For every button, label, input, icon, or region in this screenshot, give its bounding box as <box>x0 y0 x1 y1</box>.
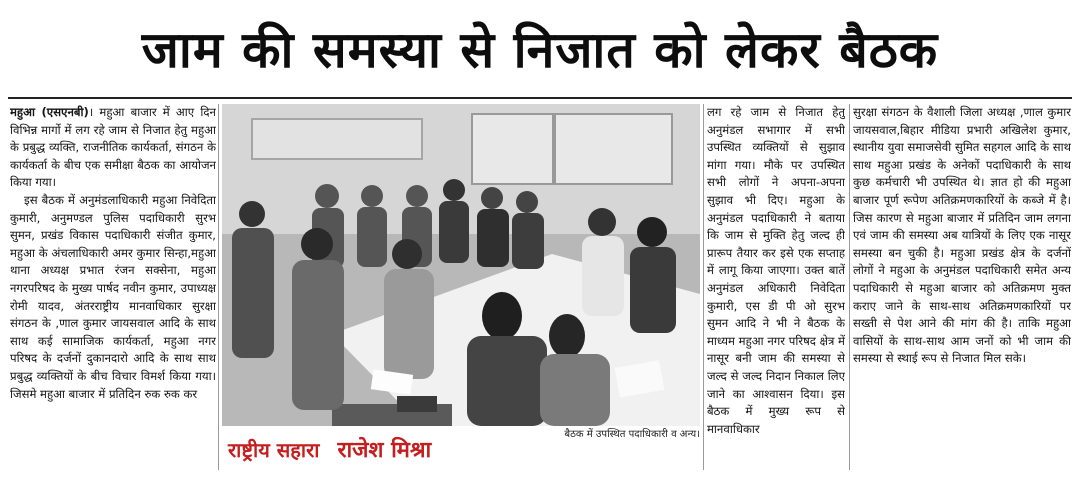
headline-rule <box>8 97 1072 99</box>
column-divider <box>218 104 219 470</box>
meeting-photo <box>222 104 700 426</box>
photo-caption: बैठक में उपस्थित पदाधिकारी व अन्य। <box>564 429 700 440</box>
article-column-3 <box>853 104 1071 470</box>
newspaper-brand: राष्ट्रीय सहारा <box>228 437 320 462</box>
article-text: । महुआ बाजार में आए दिन विभिन्न मार्गो में लग रहे जाम से निजात हेतु महुआ के प्रबुद्ध व्यक्ति, राजनीतिक कार्यकर्ता, संगठन के कार्यकर्ता के बीच एक समीक्षा बैठक का आयोजन किया गया। <box>10 105 216 190</box>
article-paragraph-2: इस बैठक में अनुमंडलाधिकारी महुआ निवेदिता कुमारी, अनुमण्डल पुलिस पदाधिकारी सुरभ सुमन, प्रखंड विकास पदाधिकारी संजीत कुमार, महुआ के अंचलाधिकारी अमर कुमार सिन्हा,महुआ थाना अध्यक्ष प्रभात रंजन सक्सेना, महुआ नगरपरिषद के मुख्य पार्षद नवीन कुमार, उपाध्यक्ष रोमी यादव, अंतरराष्ट्रीय मानवाधिकार सुरक्षा संगठन के ,णाल कुमार जायसवाल आदि के साथ साथ कई सामाजिक कार्यकर्ता, महुआ नगर परिषद के दर्जनों दुकानदारो आदि के साथ साथ प्रबुद्ध व्यक्तियों के बीच विचार विमर्श किया गया। जिसमे महुआ बाजार में प्रतिदिन रुक रुक कर <box>10 192 216 401</box>
reporter-name: राजेश मिश्रा <box>337 438 432 463</box>
article-paragraph-4: सुरक्षा संगठन के वैशाली जिला अध्यक्ष ,णाल कुमार जायसवाल,बिहार मीडिया प्रभारी अखिलेश कुमार, स्थानीय युवा समाजसेवी सुमित सहगल आदि के साथ साथ महुआ प्रखंड के अनेकों पदाधिकारी के साथ कुछ कर्मचारी भी उपस्थित थे। ज्ञात हो की महुआ बाजार पूर्ण रूपेण अतिक्रमणकारियों के कब्जे में है। जिस कारण से महुआ बाजार में प्रतिदिन जाम लगना एवं जाम की समस्या अब यात्रियों के लिए एक नासूर समस्या बन चुकी है। महुआ प्रखंड क्षेत्र के दर्जनों लोगों ने महुआ के अनुमंडल पदाधिकारी समेत अन्य पदाधिकारी से महुआ बाजार को अतिक्रमण मुक्त कराए जाने के साथ-साथ अतिक्रमणकारियों पर सख्ती से पेश आने की मांग की है। ताकि महुआ वासियों के साथ-साथ आम जनों को भी जाम की समस्या से स्थाई रूप से निजात मिल सके। <box>853 105 1071 366</box>
dateline: महुआ (एसएनबी) <box>10 105 89 119</box>
article-paragraph-1 <box>10 104 216 192</box>
article-paragraph-3: लग रहे जाम से निजात हेतु अनुमंडल सभागार में सभी उपस्थित व्यक्तियों से सुझाव मांगा गया। मौके पर उपस्थित सभी लोगों ने अपना-अपना सुझाव भी दिए। महुआ के अनुमंडल पदाधिकारी ने बताया कि जाम से मुक्ति हेतु जल्द ही प्रारूप तैयार कर इसे एक सप्ताह में लागू किया जाएगा। उक्त बातें अनुमंडल अधिकारी निवेदिता कुमारी, एस डी पी ओ सुरभ सुमन आदि ने भी ने बैठक के माध्यम महुआ नगर परिषद क्षेत्र में नासूर बनी जाम की समस्या से जल्द से जल्द निदान निकाल लिए जाने का आश्वासन दिया। इस बैठक में मुख्य रूप से मानवाधिकार <box>707 105 845 436</box>
headline: जाम की समस्या से निजात को लेकर बैठक <box>141 21 939 79</box>
article-column-2 <box>707 104 845 470</box>
meeting-photo-illustration <box>222 104 700 426</box>
column-divider <box>849 104 850 470</box>
column-divider <box>703 104 704 470</box>
article-column-1 <box>10 104 216 470</box>
